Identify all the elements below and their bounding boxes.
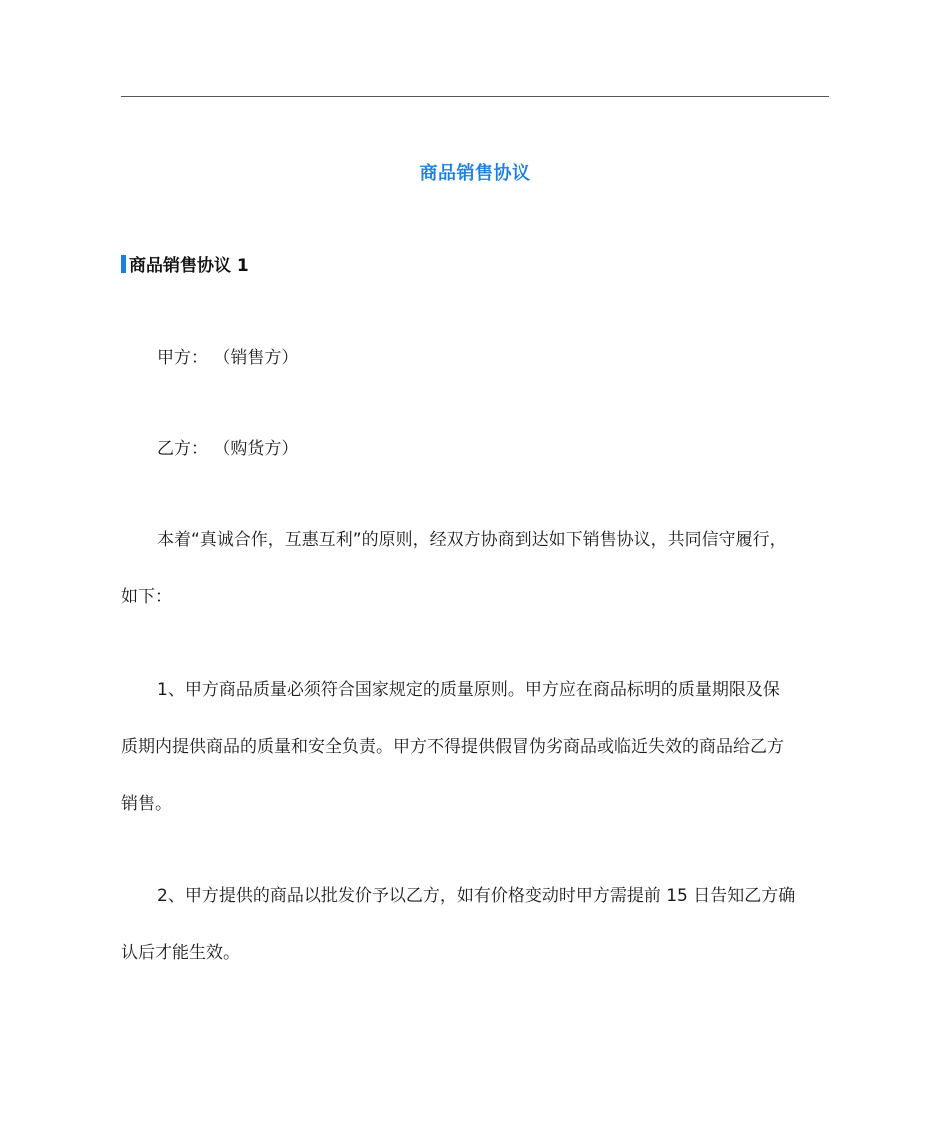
clause-1-line-1: 1、甲方商品质量必须符合国家规定的质量原则。甲方应在商品标明的质量期限及保 [157, 680, 780, 700]
clause-2-line-1: 2、甲方提供的商品以批发价予以乙方，如有价格变动时甲方需提前 15 日告知乙方确 [157, 886, 796, 906]
heading-marker-bar [121, 255, 126, 273]
section-heading-text: 商品销售协议 1 [129, 256, 249, 276]
clause-1-line-2: 质期内提供商品的质量和安全负责。甲方不得提供假冒伪劣商品或临近失效的商品给乙方 [121, 737, 784, 757]
intro-line-2: 如下： [121, 587, 172, 607]
party-b-line: 乙方： （购货方） [157, 439, 299, 459]
section-heading [121, 251, 249, 276]
document-title: 商品销售协议 [419, 163, 531, 184]
header-rule [121, 96, 829, 97]
party-a-line: 甲方： （销售方） [157, 348, 299, 368]
clause-2-line-2: 认后才能生效。 [121, 943, 240, 963]
intro-line-1: 本着“真诚合作，互惠互利”的原则，经双方协商到达如下销售协议，共同信守履行， [157, 530, 787, 550]
clause-1-line-3: 销售。 [121, 794, 172, 814]
